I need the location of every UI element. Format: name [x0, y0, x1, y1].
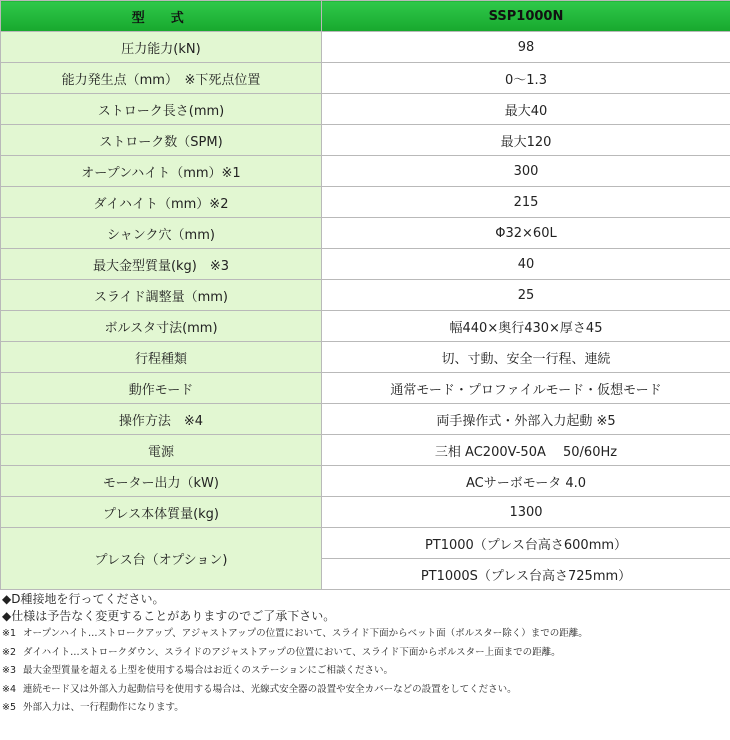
spec-row: [1, 404, 730, 435]
spec-value: 25: [322, 280, 730, 311]
spec-row: [1, 373, 730, 404]
spec-row: [1, 125, 730, 156]
footnote-mark: ※4: [2, 683, 17, 695]
spec-label: ストローク長さ(mm): [1, 94, 322, 125]
footnote-text: 連続モード又は外部入力起動信号を使用する場合は、光線式安全器の設置や安全カバーなどの設置をしてください。: [23, 683, 517, 695]
spec-value: 98: [322, 32, 730, 63]
diamond-bullet-icon: ◆: [2, 592, 12, 606]
spec-row: [1, 435, 730, 466]
press-stand-value: PT1000S（プレス台高さ725mm）: [322, 559, 730, 590]
spec-label: スライド調整量（mm): [1, 280, 322, 311]
note-item: [2, 608, 730, 625]
spec-value: 40: [322, 249, 730, 280]
spec-row: [1, 32, 730, 63]
spec-row: [1, 187, 730, 218]
diamond-bullet-icon: ◆: [2, 609, 12, 623]
spec-label: 最大金型質量(kg) ※3: [1, 249, 322, 280]
spec-row: [1, 218, 730, 249]
spec-row: [1, 156, 730, 187]
spec-value: 最大120: [322, 125, 730, 156]
footnote-item: [2, 644, 730, 663]
spec-label: モーター出力（kW): [1, 466, 322, 497]
spec-label: 行程種類: [1, 342, 322, 373]
footnote-mark: ※5: [2, 702, 17, 714]
header-row: [1, 1, 730, 32]
spec-row: [1, 249, 730, 280]
spec-label: ボルスタ寸法(mm): [1, 311, 322, 342]
press-stand-value: PT1000（プレス台高さ600mm）: [322, 528, 730, 559]
spec-value: 通常モード・プロファイルモード・仮想モード: [322, 373, 730, 404]
spec-label: オープンハイト（mm）※1: [1, 156, 322, 187]
header-model-label: 型 式: [1, 1, 322, 32]
spec-value: 最大40: [322, 94, 730, 125]
footnote-item: [2, 681, 730, 700]
footnote-text: ダイハイト…ストロークダウン、スライドのアジャストアップの位置において、スライド下面からボルスター上面までの距離。: [23, 646, 561, 658]
header-model-name: SSP1000N: [322, 1, 730, 32]
footnote-item: [2, 699, 730, 718]
footnote-mark: ※2: [2, 646, 17, 658]
spec-value: Φ32×60L: [322, 218, 730, 249]
spec-value: ACサーボモータ 4.0: [322, 466, 730, 497]
spec-value: 300: [322, 156, 730, 187]
footnote-text: オープンハイト…ストロークアップ、アジャストアップの位置において、スライド下面からベット面（ボルスター除く）までの距離。: [23, 628, 588, 639]
spec-value: 1300: [322, 497, 730, 528]
spec-row: [1, 63, 730, 94]
spec-row: [1, 94, 730, 125]
note-text: 仕様は予告なく変更することがありますのでご了承下さい。: [11, 609, 336, 623]
spec-label: ストローク数（SPM): [1, 125, 322, 156]
spec-value: 両手操作式・外部入力起動 ※5: [322, 404, 730, 435]
spec-label: 能力発生点（mm） ※下死点位置: [1, 63, 322, 94]
spec-row: [1, 342, 730, 373]
spec-body: [1, 32, 730, 590]
spec-label: 動作モード: [1, 373, 322, 404]
note-item: [2, 591, 730, 608]
notes-section: [0, 590, 730, 718]
spec-value: 0～1.3: [322, 63, 730, 94]
spec-label: 電源: [1, 435, 322, 466]
spec-row: [1, 311, 730, 342]
footnote-text: 最大金型質量を超える上型を使用する場合はお近くのステーションにご相談ください。: [23, 665, 393, 677]
footnote-item: [2, 625, 730, 644]
spec-label: ダイハイト（mm）※2: [1, 187, 322, 218]
footnote-text: 外部入力は、一行程動作になります。: [23, 702, 184, 714]
spec-row: [1, 497, 730, 528]
spec-row: [1, 280, 730, 311]
spec-value: 幅440×奥行430×厚さ45: [322, 311, 730, 342]
spec-label: 操作方法 ※4: [1, 404, 322, 435]
spec-label: プレス本体質量(kg): [1, 497, 322, 528]
spec-value: 三相 AC200V-50A 50/60Hz: [322, 435, 730, 466]
spec-value: 切、寸動、安全一行程、連続: [322, 342, 730, 373]
spec-label: シャンク穴（mm): [1, 218, 322, 249]
press-stand-row: [1, 528, 730, 559]
spec-value: 215: [322, 187, 730, 218]
spec-row: [1, 466, 730, 497]
note-text: D種接地を行ってください。: [11, 592, 165, 606]
press-stand-label: プレス台（オプション): [1, 528, 322, 590]
footnote-item: [2, 662, 730, 681]
footnote-mark: ※1: [2, 628, 17, 639]
spec-label: 圧力能力(kN): [1, 32, 322, 63]
footnote-mark: ※3: [2, 665, 17, 677]
